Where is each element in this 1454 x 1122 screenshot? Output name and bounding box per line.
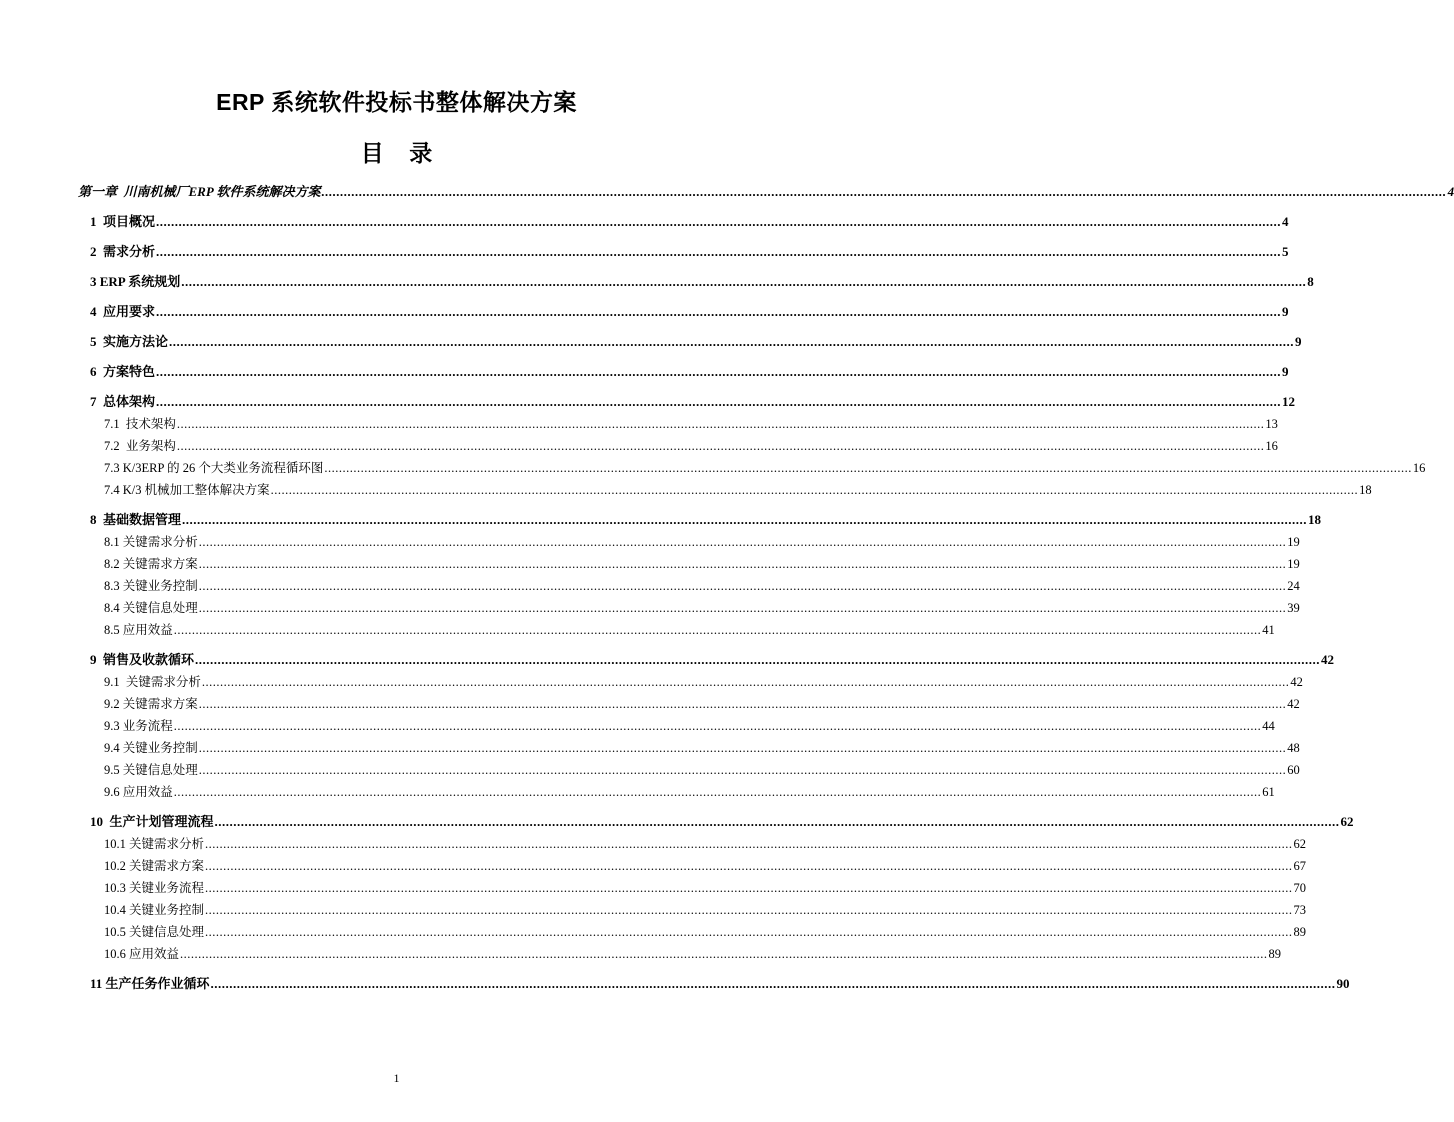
toc-entry-page: 60	[1287, 763, 1300, 777]
toc-entry-page: 9	[1282, 364, 1289, 379]
toc-entry-page: 62	[1340, 814, 1354, 829]
toc-subsection-entry[interactable]	[104, 528, 1300, 550]
toc-entry-label: 10 生产计划管理流程	[90, 814, 214, 829]
toc-dot-leader: ............................................................................................................................................................................................................................................................................................................	[182, 512, 1308, 527]
toc-subsection-entry[interactable]	[104, 476, 1372, 498]
toc-entry-label: 9.5 关键信息处理	[104, 763, 198, 777]
toc-dot-leader: ............................................................................................................................................................................................................................................................................................................	[156, 244, 1282, 259]
toc-entry-label: 9.3 业务流程	[104, 719, 173, 733]
toc-section-entry[interactable]	[90, 498, 1322, 528]
toc-section-entry[interactable]	[90, 260, 1314, 290]
toc-dot-leader: ............................................................................................................................................................................................................................................................................................................	[198, 601, 1287, 615]
toc-entry-page: 48	[1287, 741, 1300, 755]
toc-heading: 目 录	[360, 140, 433, 166]
toc-entry-page: 19	[1287, 535, 1300, 549]
toc-dot-leader: ............................................................................................................................................................................................................................................................................................................	[173, 719, 1262, 733]
toc-entry-label: 8.1 关键需求分析	[104, 535, 198, 549]
toc-entry-label: 9 销售及收款循环	[90, 652, 195, 667]
toc-entry-page: 61	[1262, 785, 1275, 799]
toc-subsection-entry[interactable]	[104, 830, 1307, 852]
toc-entry-page: 70	[1293, 881, 1307, 895]
toc-entry-label: 第一章 川南机械厂ERP 软件系统解决方案	[78, 184, 321, 199]
toc-entry-label: 9.6 应用效益	[104, 785, 173, 799]
toc-entry-page: 24	[1287, 579, 1300, 593]
toc-subsection-entry[interactable]	[104, 550, 1300, 572]
toc-entry-page: 16	[1412, 461, 1426, 475]
toc-entry-label: 8 基础数据管理	[90, 512, 182, 527]
toc-section-entry[interactable]	[90, 800, 1354, 830]
toc-entry-label: 8.4 关键信息处理	[104, 601, 198, 615]
toc-subsection-entry[interactable]	[104, 940, 1282, 962]
toc-chapter-entry[interactable]	[78, 176, 1454, 200]
toc-subsection-entry[interactable]	[104, 454, 1426, 476]
toc-dot-leader: ............................................................................................................................................................................................................................................................................................................	[198, 697, 1287, 711]
toc-dot-leader: ............................................................................................................................................................................................................................................................................................................	[270, 483, 1359, 497]
toc-subsection-entry[interactable]	[104, 572, 1300, 594]
toc-subsection-entry[interactable]	[104, 616, 1275, 638]
toc-subsection-entry[interactable]	[104, 852, 1307, 874]
toc-dot-leader: ............................................................................................................................................................................................................................................................................................................	[176, 439, 1265, 453]
toc-entry-page: 4	[1447, 184, 1454, 199]
toc-entry-page: 13	[1265, 417, 1278, 431]
toc-dot-leader: ............................................................................................................................................................................................................................................................................................................	[195, 652, 1321, 667]
toc-dot-leader: ............................................................................................................................................................................................................................................................................................................	[205, 881, 1293, 895]
toc-subsection-entry[interactable]	[104, 896, 1307, 918]
toc-entry-page: 5	[1282, 244, 1289, 259]
page-number: 1	[393, 1071, 400, 1085]
toc-entry-label: 7 总体架构	[90, 394, 156, 409]
toc-entry-label: 7.3 K/3ERP 的 26 个大类业务流程循环图	[104, 461, 324, 475]
toc-subsection-entry[interactable]	[104, 874, 1307, 896]
toc-entry-page: 39	[1287, 601, 1300, 615]
toc-dot-leader: ............................................................................................................................................................................................................................................................................................................	[181, 274, 1307, 289]
toc-section-entry[interactable]	[90, 962, 1350, 992]
toc-subsection-entry[interactable]	[104, 712, 1275, 734]
toc-entry-page: 16	[1265, 439, 1278, 453]
toc-dot-leader: ............................................................................................................................................................................................................................................................................................................	[156, 304, 1282, 319]
toc-entry-page: 89	[1268, 947, 1282, 961]
toc-entry-label: 7.4 K/3 机械加工整体解决方案	[104, 483, 270, 497]
toc-subsection-entry[interactable]	[104, 690, 1300, 712]
toc-subsection-entry[interactable]	[104, 734, 1300, 756]
toc-entry-label: 9.4 关键业务控制	[104, 741, 198, 755]
toc-entry-page: 73	[1293, 903, 1307, 917]
toc-entry-page: 62	[1293, 837, 1307, 851]
toc-entry-page: 42	[1290, 675, 1303, 689]
toc-section-entry[interactable]	[90, 350, 1289, 380]
toc-subsection-entry[interactable]	[104, 410, 1278, 432]
toc-dot-leader: ............................................................................................................................................................................................................................................................................................................	[214, 814, 1340, 829]
toc-entry-label: 8.5 应用效益	[104, 623, 173, 637]
toc-dot-leader: ............................................................................................................................................................................................................................................................................................................	[173, 785, 1262, 799]
toc-subsection-entry[interactable]	[104, 778, 1275, 800]
toc-entry-label: 11 生产任务作业循环	[90, 976, 210, 991]
table-of-contents	[0, 176, 1454, 992]
toc-entry-page: 90	[1336, 976, 1350, 991]
toc-dot-leader: ............................................................................................................................................................................................................................................................................................................	[156, 364, 1282, 379]
toc-entry-page: 41	[1262, 623, 1275, 637]
toc-section-entry[interactable]	[90, 290, 1289, 320]
toc-dot-leader: ............................................................................................................................................................................................................................................................................................................	[321, 184, 1447, 199]
toc-entry-label: 10.2 关键需求方案	[104, 859, 205, 873]
toc-entry-label: 10.4 关键业务控制	[104, 903, 205, 917]
toc-entry-label: 3 ERP 系统规划	[90, 274, 181, 289]
toc-subsection-entry[interactable]	[104, 432, 1278, 454]
toc-dot-leader: ............................................................................................................................................................................................................................................................................................................	[201, 675, 1290, 689]
toc-dot-leader: ............................................................................................................................................................................................................................................................................................................	[205, 859, 1293, 873]
toc-entry-label: 7.1 技术架构	[104, 417, 176, 431]
toc-dot-leader: ............................................................................................................................................................................................................................................................................................................	[173, 623, 1262, 637]
toc-entry-label: 10.3 关键业务流程	[104, 881, 205, 895]
toc-entry-page: 9	[1282, 304, 1289, 319]
toc-subsection-entry[interactable]	[104, 918, 1307, 940]
toc-entry-label: 2 需求分析	[90, 244, 156, 259]
toc-entry-page: 42	[1287, 697, 1300, 711]
toc-entry-page: 18	[1359, 483, 1372, 497]
toc-dot-leader: ............................................................................................................................................................................................................................................................................................................	[156, 214, 1282, 229]
toc-section-entry[interactable]	[90, 230, 1289, 260]
toc-section-entry[interactable]	[90, 380, 1296, 410]
toc-dot-leader: ............................................................................................................................................................................................................................................................................................................	[205, 925, 1293, 939]
toc-entry-label: 1 项目概况	[90, 214, 156, 229]
toc-dot-leader: ............................................................................................................................................................................................................................................................................................................	[205, 903, 1293, 917]
toc-section-entry[interactable]	[90, 638, 1335, 668]
toc-dot-leader: ............................................................................................................................................................................................................................................................................................................	[324, 461, 1412, 475]
toc-entry-label: 8.3 关键业务控制	[104, 579, 198, 593]
toc-dot-leader: ............................................................................................................................................................................................................................................................................................................	[156, 394, 1282, 409]
toc-entry-page: 67	[1293, 859, 1307, 873]
toc-dot-leader: ............................................................................................................................................................................................................................................................................................................	[198, 557, 1287, 571]
toc-entry-label: 9.2 关键需求方案	[104, 697, 198, 711]
toc-entry-page: 8	[1307, 274, 1314, 289]
toc-entry-page: 18	[1308, 512, 1322, 527]
toc-dot-leader: ............................................................................................................................................................................................................................................................................................................	[198, 579, 1287, 593]
toc-entry-label: 4 应用要求	[90, 304, 156, 319]
toc-entry-page: 42	[1321, 652, 1335, 667]
toc-entry-page: 12	[1282, 394, 1296, 409]
toc-dot-leader: ............................................................................................................................................................................................................................................................................................................	[169, 334, 1295, 349]
toc-section-entry[interactable]	[90, 320, 1302, 350]
toc-entry-page: 19	[1287, 557, 1300, 571]
toc-entry-label: 7.2 业务架构	[104, 439, 176, 453]
toc-entry-label: 10.1 关键需求分析	[104, 837, 205, 851]
toc-dot-leader: ............................................................................................................................................................................................................................................................................................................	[210, 976, 1336, 991]
toc-dot-leader: ............................................................................................................................................................................................................................................................................................................	[205, 837, 1293, 851]
toc-subsection-entry[interactable]	[104, 594, 1300, 616]
document-title: ERP 系统软件投标书整体解决方案	[216, 89, 577, 115]
toc-dot-leader: ............................................................................................................................................................................................................................................................................................................	[198, 741, 1287, 755]
toc-entry-label: 10.5 关键信息处理	[104, 925, 205, 939]
toc-entry-label: 9.1 关键需求分析	[104, 675, 201, 689]
toc-entry-label: 8.2 关键需求方案	[104, 557, 198, 571]
toc-entry-page: 9	[1295, 334, 1302, 349]
toc-entry-page: 4	[1282, 214, 1289, 229]
toc-entry-page: 44	[1262, 719, 1275, 733]
toc-entry-label: 10.6 应用效益	[104, 947, 180, 961]
toc-dot-leader: ............................................................................................................................................................................................................................................................................................................	[176, 417, 1265, 431]
toc-entry-label: 6 方案特色	[90, 364, 156, 379]
toc-subsection-entry[interactable]	[104, 756, 1300, 778]
toc-entry-label: 5 实施方法论	[90, 334, 169, 349]
toc-section-entry[interactable]	[90, 200, 1289, 230]
toc-dot-leader: ............................................................................................................................................................................................................................................................................................................	[198, 763, 1287, 777]
toc-entry-page: 89	[1293, 925, 1307, 939]
toc-dot-leader: ............................................................................................................................................................................................................................................................................................................	[180, 947, 1268, 961]
toc-dot-leader: ............................................................................................................................................................................................................................................................................................................	[198, 535, 1287, 549]
toc-subsection-entry[interactable]	[104, 668, 1303, 690]
